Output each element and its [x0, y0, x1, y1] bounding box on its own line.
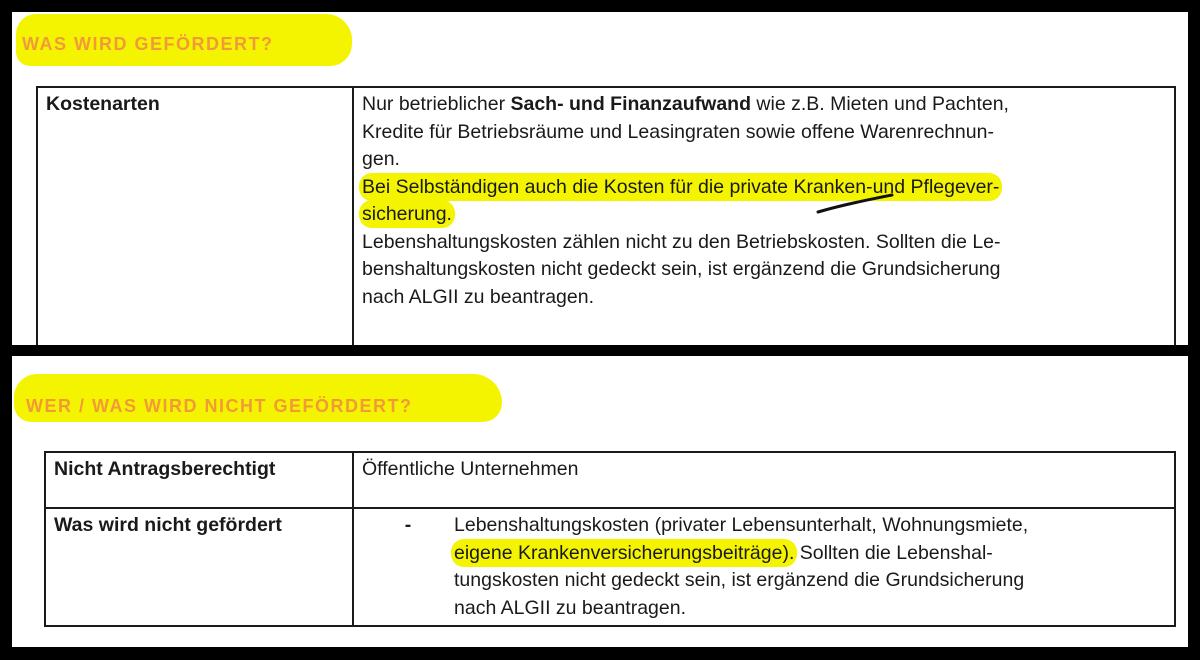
- document-excerpt-top: [12, 12, 1188, 345]
- section-heading-nicht-gefoerdert: WER / WAS WIRD NICHT GEFÖRDERT?: [26, 396, 413, 416]
- row-label: Was wird nicht gefördert: [45, 508, 353, 626]
- row-text: Öffentliche Unternehmen: [353, 452, 1175, 508]
- text-line: tungskosten nicht gedeckt sein, ist ergänzend die Grundsicherung: [454, 569, 1025, 591]
- row-text: [353, 87, 1175, 345]
- list-dash: -: [404, 514, 412, 536]
- row-text: [353, 508, 1175, 626]
- funding-table: [36, 86, 1176, 345]
- text-fragment: Sollten die Lebenshal-: [794, 541, 993, 564]
- bold-phrase: Sach- und Finanzaufwand: [510, 93, 751, 115]
- text-line: benshaltungskosten nicht gedeckt sein, ist ergänzend die Grundsicherung: [362, 258, 1001, 280]
- text-fragment: Nur betrieblicher: [362, 93, 511, 115]
- section-heading-gefoerdert: WAS WIRD GEFÖRDERT?: [22, 34, 274, 54]
- exclusion-table: [44, 451, 1176, 627]
- text-line: nach ALGII zu beantragen.: [454, 596, 687, 619]
- document-excerpt-bottom: [12, 356, 1188, 647]
- row-label: Nicht Antragsberechtigt: [45, 452, 353, 508]
- text-fragment: wie z.B. Mieten und Pachten,: [751, 93, 1009, 115]
- text-line: Lebenshaltungskosten (privater Lebensunterhalt, Wohnungsmiete,: [454, 514, 1029, 536]
- highlighted-phrase: eigene Krankenversicherungsbeiträge).: [454, 541, 795, 564]
- table-row: [45, 452, 1175, 508]
- highlighted-line: Bei Selbständigen auch die Kosten für die private Kranken-und Pflegever-: [362, 175, 1000, 198]
- text-line: nach ALGII zu beantragen.: [362, 285, 595, 308]
- table-row: [37, 87, 1175, 345]
- table-row: [45, 508, 1175, 626]
- highlighted-line: sicherung.: [362, 203, 452, 225]
- text-line: Lebenshaltungskosten zählen nicht zu den Betriebskosten. Sollten die Le-: [362, 230, 1001, 253]
- text-line: gen.: [362, 148, 400, 170]
- row-label: Kostenarten: [37, 87, 353, 345]
- text-line: Kredite für Betriebsräume und Leasingraten sowie offene Warenrechnun-: [362, 120, 994, 143]
- list-item: [362, 512, 1166, 622]
